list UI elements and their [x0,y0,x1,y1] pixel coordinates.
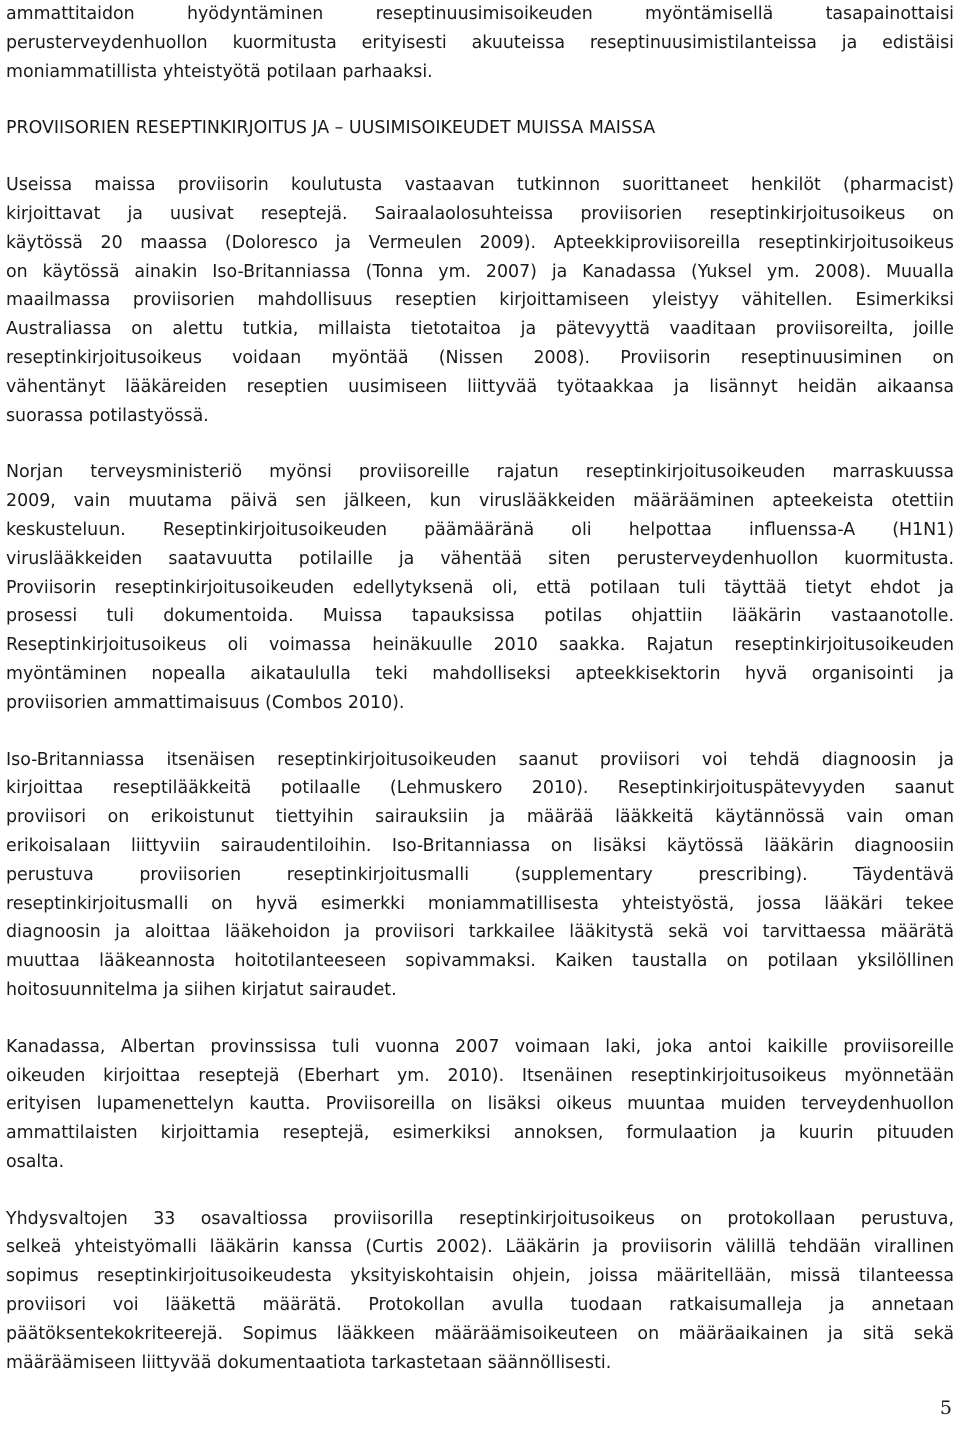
text-line: päätöksentekokriteerejä. Sopimus lääkkeen määräämisoikeuteen on määräaikainen ja sitä sekä [6,1323,954,1344]
text-line: moniammatillista yhteistyötä potilaan parhaaksi. [6,61,433,82]
document-page [6,0,954,1377]
text-line: proviisori voi lääkettä määrätä. Protokollan avulla tuodaan ratkaisumalleja ja annetaan [6,1295,954,1316]
text-line: ammattilaisten kirjoittamia reseptejä, esimerkiksi annoksen, formulaation ja kuurin pituuden [6,1123,954,1144]
paragraph [6,458,954,717]
text-line: Iso-Britanniassa itsenäisen reseptinkirjoitusoikeuden saanut proviisori voi tehdä diagnoosin ja [6,749,954,770]
text-line: Reseptinkirjoitusoikeus oli voimassa heinäkuulle 2010 saakka. Rajatun reseptinkirjoitusoikeuden [6,635,954,656]
text-line: maailmassa proviisorien mahdollisuus reseptien kirjoittamiseen yleistyy vähitellen. Esimerkiksi [6,290,954,311]
text-line: Kanadassa, Albertan provinssissa tuli vuonna 2007 voimaan laki, joka antoi kaikille proviisoreille [6,1036,954,1057]
text-line: kirjoittavat ja uusivat reseptejä. Sairaalaolosuhteissa proviisorien reseptinkirjoitusoikeus on [6,203,954,224]
section-heading: PROVIISORIEN RESEPTINKIRJOITUS JA – UUSIMISOIKEUDET MUISSA MAISSA [6,118,656,139]
text-line: keskusteluun. Reseptinkirjoitusoikeuden päämääränä oli helpottaa influenssa-A (H1N1) [6,519,954,540]
text-line: prosessi tuli dokumentoida. Muissa tapauksissa potilas ohjattiin lääkärin vastaanotolle. [6,606,954,627]
paragraph [6,1033,954,1177]
text-line: oikeuden kirjoittaa reseptejä (Eberhart ym. 2010). Itsenäinen reseptinkirjoitusoikeus myönnetään [6,1065,954,1086]
text-line: kirjoittaa reseptilääkkeitä potilaalle (Lehmuskero 2010). Reseptinkirjoituspätevyyden saanut [6,778,954,799]
text-line: viruslääkkeiden saatavuutta potilaille ja vähentää siten perusterveydenhuollon kuormitusta. [6,548,954,569]
text-line: vähentänyt lääkäreiden reseptien uusimiseen liittyvää työtaakkaa ja lisännyt heidän aikaansa [6,376,954,397]
text-line: Useissa maissa proviisorin koulutusta vastaavan tutkinnon suorittaneet henkilöt (pharmacist) [6,175,954,196]
text-line: 2009, vain muutama päivä sen jälkeen, kun viruslääkkeiden määrääminen apteekeista otettiin [6,491,954,512]
text-line: diagnoosin ja aloittaa lääkehoidon ja proviisori tarkkailee lääkitystä sekä voi tarvittaessa määrätä [6,922,954,943]
text-line: selkeä yhteistyömalli lääkärin kanssa (Curtis 2002). Lääkärin ja proviisorin välillä tehdään virallinen [6,1237,954,1258]
text-line: erikoisalaan liittyviin sairaudentiloihin. Iso-Britanniassa on lisäksi käytössä lääkärin diagnoosiin [6,835,954,856]
text-line: muuttaa lääkeannosta hoitotilanteeseen sopivammaksi. Kaiken taustalla on potilaan yksilöllinen [6,951,954,972]
text-line: perustuva proviisorien reseptinkirjoitusmalli (supplementary prescribing). Täydentävä [6,864,954,885]
paragraph [6,746,954,1005]
text-line: proviisori on erikoistunut tiettyihin sairauksiin ja määrää lääkkeitä käytännössä vain oman [6,807,954,828]
text-line: käytössä 20 maassa (Doloresco ja Vermeulen 2009). Apteekkiproviisoreilla reseptinkirjoitusoikeus [6,232,954,253]
text-line: erityisen lupamenettelyn kautta. Proviisoreilla on lisäksi oikeus muuntaa muiden terveydenhuollon [6,1094,954,1115]
text-line: Norjan terveysministeriö myönsi proviisoreille rajatun reseptinkirjoitusoikeuden marraskuussa [6,462,954,483]
text-line: hoitosuunnitelma ja siihen kirjatut sairaudet. [6,979,397,1000]
text-line: Yhdysvaltojen 33 osavaltiossa proviisorilla reseptinkirjoitusoikeus on protokollaan perustuva, [6,1208,954,1229]
text-line: suorassa potilastyössä. [6,405,209,426]
text-line: reseptinkirjoitusmalli on hyvä esimerkki moniammatillisesta yhteistyöstä, jossa lääkäri tekee [6,893,954,914]
text-line: määräämiseen liittyvää dokumentaatiota tarkastetaan säännöllisesti. [6,1352,612,1373]
text-line: perusterveydenhuollon kuormitusta erityisesti akuuteissa reseptinuusimistilanteissa ja edistäisi [6,32,954,53]
paragraph-intro [6,0,954,86]
page-number: 5 [939,1397,952,1419]
text-line: myöntäminen nopealla aikataululla teki mahdolliseksi apteekkisektorin hyvä organisointi ja [6,663,954,684]
paragraph [6,171,954,430]
text-line: osalta. [6,1151,65,1172]
text-line: Proviisorin reseptinkirjoitusoikeuden edellytyksenä oli, että potilaan tuli täyttää tietyt ehdot ja [6,577,954,598]
text-line: Australiassa on alettu tutkia, millaista tietotaitoa ja pätevyyttä vaaditaan proviisoreilta, joille [6,319,954,340]
text-line: sopimus reseptinkirjoitusoikeudesta yksityiskohtaisin ohjein, joissa määritellään, missä tilanteessa [6,1266,954,1287]
paragraph [6,1205,954,1378]
text-line: on käytössä ainakin Iso-Britanniassa (Tonna ym. 2007) ja Kanadassa (Yuksel ym. 2008). Muualla [6,261,954,282]
text-line: reseptinkirjoitusoikeus voidaan myöntää (Nissen 2008). Proviisorin reseptinuusiminen on [6,347,954,368]
text-line: ammattitaidon hyödyntäminen reseptinuusimisoikeuden myöntämisellä tasapainottaisi [6,4,954,24]
text-line: proviisorien ammattimaisuus (Combos 2010). [6,692,405,713]
